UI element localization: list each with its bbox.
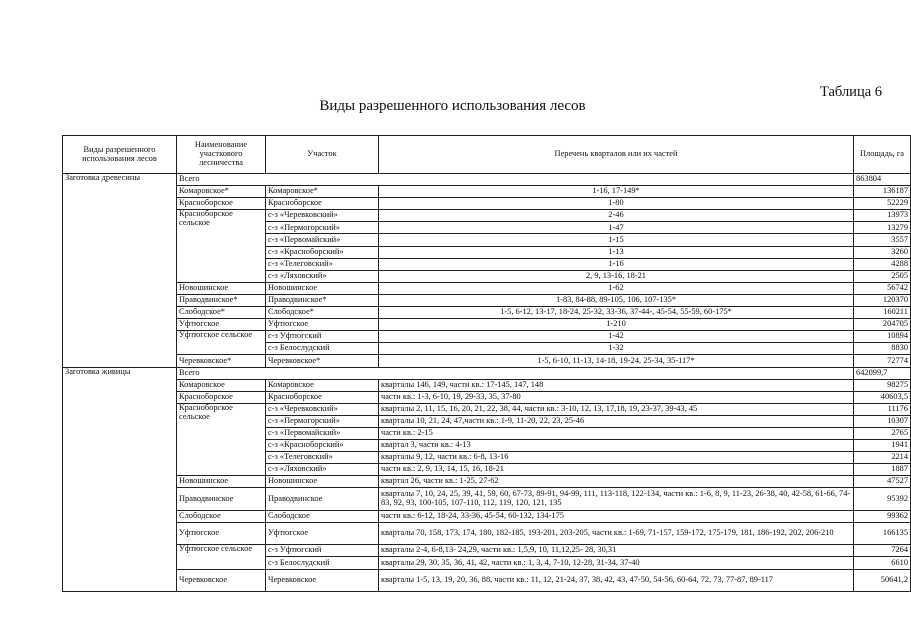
quarter-list: кварталы 29, 30, 35, 36, 41, 42, части кв.: 1, 3, 4, 7-10, 12-28, 31-34, 37-40: [379, 557, 854, 569]
header-quarters: Перечень кварталов или их частей: [379, 136, 854, 174]
quarter-list: части кв.: 1-3, 6-10, 19, 29-33, 35, 37-80: [379, 391, 854, 403]
quarter-list: 2-46: [379, 210, 854, 222]
total-label: Всего: [177, 367, 854, 379]
header-forestry: Наименование участкового лесничества: [177, 136, 266, 174]
quarter-list: кварталы 2, 11, 15, 16, 20, 21, 22, 38, 44, части кв.: 3-10, 12, 13, 17,18, 19, 23-37, 39-43, 45: [379, 403, 854, 415]
quarter-list: 1-210: [379, 319, 854, 331]
total-area: 863804: [854, 174, 911, 186]
area-value: 98275: [854, 379, 911, 391]
table-row: [63, 355, 911, 367]
quarter-list: 1-62: [379, 282, 854, 294]
plot-name: с-з «Красноборский»: [266, 440, 379, 452]
area-value: 2214: [854, 452, 911, 464]
plot-name: с-з «Черевковский»: [266, 403, 379, 415]
quarter-list: части кв.: 2-15: [379, 427, 854, 439]
quarter-list: кварталы 7, 10, 24, 25, 39, 41, 59, 60, 67-73, 89-91, 94-99, 111, 113-118, 122-134, части кв.: 1-6, 8, 9, 11-23, 26-38, 40, 42-58, 61-66, 74-83, 92, 93, 100-105, 107-110, 112, 119, 120, 121, 135: [379, 488, 854, 510]
plot-name: Праводвинское*: [266, 294, 379, 306]
forest-use-table: [62, 135, 911, 592]
section-label-resin: Заготовка живицы: [63, 367, 177, 591]
table-row: [63, 569, 911, 591]
quarter-list: части кв.: 2, 9, 13, 14, 15, 16, 18-21: [379, 464, 854, 476]
plot-name: с-з Уфтюгский: [266, 331, 379, 343]
table-row: [63, 307, 911, 319]
table-row: [63, 488, 911, 510]
table-row: [63, 174, 911, 186]
plot-name: Комаровское*: [266, 186, 379, 198]
forestry-name: Красноборское сельское: [177, 210, 266, 283]
forestry-name: Черевковское*: [177, 355, 266, 367]
table-row: [63, 476, 911, 488]
table-row: [63, 545, 911, 557]
quarter-list: кварталы 10, 21, 24, 47,части кв.: 1-9, 11-20, 22, 23, 25-46: [379, 415, 854, 427]
plot-name: с-з Белослудский: [266, 557, 379, 569]
forestry-name: Новошинское: [177, 476, 266, 488]
plot-name: с-з «Первомайский»: [266, 234, 379, 246]
section-label-timber: Заготовка древесины: [63, 174, 177, 368]
forestry-name: Слободское: [177, 510, 266, 522]
table-header-row: [63, 136, 911, 174]
area-value: 99362: [854, 510, 911, 522]
plot-name: Красноборское: [266, 198, 379, 210]
forestry-name: Комаровское*: [177, 186, 266, 198]
plot-name: с-з «Телеговский»: [266, 452, 379, 464]
area-value: 3260: [854, 246, 911, 258]
quarter-list: кварталы 1-5, 13, 19, 20, 36, 88, части кв.: 11, 12, 21-24, 37, 38, 42, 43, 47-50, 54-56, 60-64, 72, 73, 77-87, 89-117: [379, 569, 854, 591]
quarter-list: 1-32: [379, 343, 854, 355]
plot-name: с-з «Телеговский»: [266, 258, 379, 270]
forestry-name: Новошинское: [177, 282, 266, 294]
area-value: 11176: [854, 403, 911, 415]
document-title: Виды разрешенного использования лесов: [319, 98, 586, 114]
area-value: 2505: [854, 270, 911, 282]
plot-name: Черевковское: [266, 569, 379, 591]
area-value: 10894: [854, 331, 911, 343]
area-value: 7264: [854, 545, 911, 557]
area-value: 204705: [854, 319, 911, 331]
table-row: [63, 319, 911, 331]
area-value: 13279: [854, 222, 911, 234]
quarter-list: 1-47: [379, 222, 854, 234]
plot-name: Уфтюгское: [266, 522, 379, 544]
table-row: [63, 331, 911, 343]
table-row: [63, 522, 911, 544]
forestry-name: Слободское*: [177, 307, 266, 319]
area-value: 95392: [854, 488, 911, 510]
area-value: 166135: [854, 522, 911, 544]
forestry-name: Красноборское сельское: [177, 403, 266, 476]
table-row: [63, 294, 911, 306]
quarter-list: 2, 9, 13-16, 18-21: [379, 270, 854, 282]
header-use-type: Виды разрешенного использования лесов: [63, 136, 177, 174]
total-label: Всего: [177, 174, 854, 186]
plot-name: с-з «Ляховский»: [266, 464, 379, 476]
area-value: 47527: [854, 476, 911, 488]
plot-name: с-з «Пермогорский»: [266, 415, 379, 427]
forestry-name: Уфтюгское сельское: [177, 331, 266, 355]
forestry-name: Красноборское: [177, 198, 266, 210]
table-row: [63, 198, 911, 210]
area-value: 1887: [854, 464, 911, 476]
area-value: 40603,5: [854, 391, 911, 403]
plot-name: с-з Уфтюгский: [266, 545, 379, 557]
quarter-list: 1-42: [379, 331, 854, 343]
table-number: Таблица 6: [820, 84, 883, 100]
table-row: [63, 282, 911, 294]
table-row: [63, 186, 911, 198]
header-area: Площадь, га: [854, 136, 911, 174]
quarter-list: квартал 3, части кв.: 4-13: [379, 440, 854, 452]
plot-name: Слободское: [266, 510, 379, 522]
quarter-list: части кв.: 6-12, 18-24, 33-36, 45-54, 60-132, 134-175: [379, 510, 854, 522]
quarter-list: кварталы 9, 12, части кв.: 6-8, 13-16: [379, 452, 854, 464]
plot-name: Праводвинское: [266, 488, 379, 510]
area-value: 8830: [854, 343, 911, 355]
plot-name: с-з «Красноборский»: [266, 246, 379, 258]
table-row: [63, 367, 911, 379]
forestry-name: Черевковское: [177, 569, 266, 591]
plot-name: Новошинское: [266, 282, 379, 294]
area-value: 160211: [854, 307, 911, 319]
quarter-list: 1-5, 6-12, 13-17, 18-24, 25-32, 33-36, 37-44-, 45-54, 55-59, 60-175*: [379, 307, 854, 319]
area-value: 6610: [854, 557, 911, 569]
table-row: [63, 210, 911, 222]
area-value: 120370: [854, 294, 911, 306]
forestry-name: Праводвинское: [177, 488, 266, 510]
plot-name: с-з «Черевковский»: [266, 210, 379, 222]
header-plot: Участок: [266, 136, 379, 174]
area-value: 136187: [854, 186, 911, 198]
total-area: 642099,7: [854, 367, 911, 379]
forestry-name: Уфтюгское: [177, 522, 266, 544]
quarter-list: кварталы 146, 149, части кв.: 17-145, 147, 148: [379, 379, 854, 391]
plot-name: Слободское*: [266, 307, 379, 319]
area-value: 50641,2: [854, 569, 911, 591]
quarter-list: 1-16: [379, 258, 854, 270]
quarter-list: 1-80: [379, 198, 854, 210]
table-row: [63, 379, 911, 391]
area-value: 72774: [854, 355, 911, 367]
table-row: [63, 510, 911, 522]
quarter-list: 1-16, 17-149*: [379, 186, 854, 198]
quarter-list: кварталы 2-4, 6-8,13- 24,29, части кв.: 1,5,9, 10, 11,12,25- 28, 30,31: [379, 545, 854, 557]
quarter-list: 1-15: [379, 234, 854, 246]
forestry-name: Красноборское: [177, 391, 266, 403]
plot-name: с-з «Пермогорский»: [266, 222, 379, 234]
area-value: 10307: [854, 415, 911, 427]
plot-name: Комаровское: [266, 379, 379, 391]
quarter-list: 1-13: [379, 246, 854, 258]
area-value: 2765: [854, 427, 911, 439]
quarter-list: 1-5, 6-10, 11-13, 14-18, 19-24, 25-34, 35-117*: [379, 355, 854, 367]
area-value: 52229: [854, 198, 911, 210]
forestry-name: Уфтюгское сельское: [177, 545, 266, 569]
quarter-list: кварталы 70, 158, 173, 174, 180, 182-185, 193-201, 203-205, части кв.: 1-69, 71-157, 159-172, 175-179, 181, 186-192, 202, 206-210: [379, 522, 854, 544]
plot-name: Черевковское*: [266, 355, 379, 367]
area-value: 1941: [854, 440, 911, 452]
area-value: 3557: [854, 234, 911, 246]
plot-name: Красноборское: [266, 391, 379, 403]
quarter-list: квартал 26, части кв.: 1-25, 27-62: [379, 476, 854, 488]
area-value: 4288: [854, 258, 911, 270]
plot-name: с-з Белослудский: [266, 343, 379, 355]
table-row: [63, 403, 911, 415]
forestry-name: Праводвинское*: [177, 294, 266, 306]
table-row: [63, 391, 911, 403]
forestry-name: Комаровское: [177, 379, 266, 391]
area-value: 56742: [854, 282, 911, 294]
plot-name: с-з «Ляховский»: [266, 270, 379, 282]
plot-name: Новошинское: [266, 476, 379, 488]
plot-name: с-з «Первомайский»: [266, 427, 379, 439]
area-value: 13973: [854, 210, 911, 222]
plot-name: Уфтюгское: [266, 319, 379, 331]
quarter-list: 1-83, 84-88, 89-105, 106, 107-135*: [379, 294, 854, 306]
forestry-name: Уфтюгское: [177, 319, 266, 331]
